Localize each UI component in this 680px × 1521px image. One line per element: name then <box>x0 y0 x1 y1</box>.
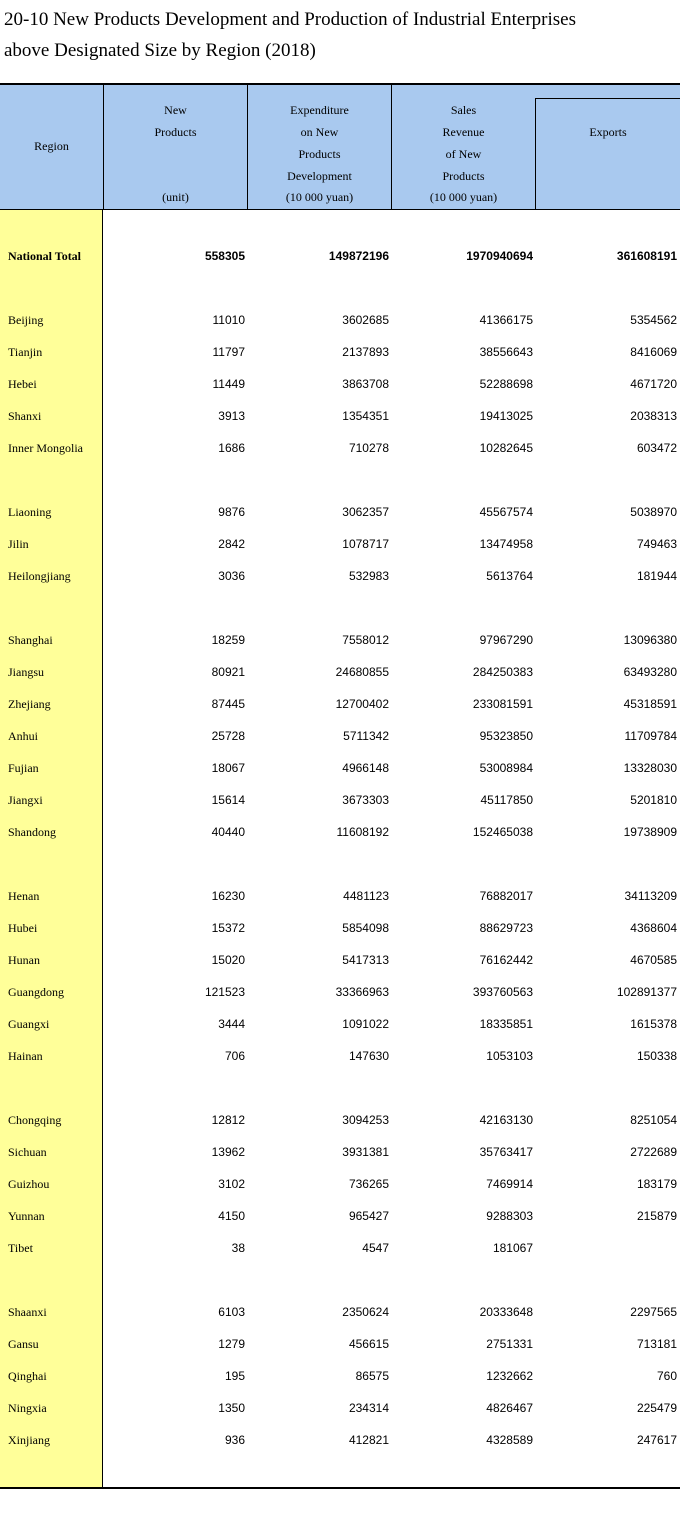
sales-value: 88629723 <box>479 921 533 935</box>
new-products-value: 6103 <box>218 1305 245 1319</box>
sales-value: 18335851 <box>479 1017 533 1031</box>
new-products-value: 13962 <box>211 1145 245 1159</box>
expenditure-value: 5854098 <box>342 921 389 935</box>
region-name: Beijing <box>8 313 44 327</box>
table-row <box>0 1200 680 1232</box>
expenditure-value: 2350624 <box>342 1305 389 1319</box>
sales-value: 1970940694 <box>466 249 533 263</box>
sales-value: 53008984 <box>479 761 533 775</box>
new-products-value: 706 <box>224 1049 245 1063</box>
table-header <box>0 85 680 210</box>
header-new-products-line: New <box>164 103 187 117</box>
new-products-value: 15614 <box>211 793 245 807</box>
bottom-rule <box>0 1487 680 1489</box>
table-row <box>0 336 680 368</box>
region-name: Qinghai <box>8 1369 47 1383</box>
sales-value: 45567574 <box>479 505 533 519</box>
new-products-value: 3444 <box>218 1017 245 1031</box>
sales-value: 1053103 <box>486 1049 533 1063</box>
sales-value: 10282645 <box>479 441 533 455</box>
exports-value: 4368604 <box>630 921 677 935</box>
table-row <box>0 1040 680 1072</box>
new-products-value: 1350 <box>218 1401 245 1415</box>
new-products-value: 195 <box>224 1369 245 1383</box>
header-region-label: Region <box>34 139 69 153</box>
region-name: Liaoning <box>8 505 52 519</box>
sales-value: 97967290 <box>479 633 533 647</box>
header-exports-line: Exports <box>589 125 627 139</box>
exports-value: 13096380 <box>623 633 677 647</box>
region-name: Hubei <box>8 921 38 935</box>
exports-value: 247617 <box>636 1433 677 1447</box>
table-row <box>0 752 680 784</box>
exports-value <box>536 1232 677 1264</box>
exports-value: 5354562 <box>630 313 677 327</box>
expenditure-value: 3602685 <box>342 313 389 327</box>
table-row <box>0 624 680 656</box>
exports-value: 45318591 <box>623 697 677 711</box>
region-name: Shanghai <box>8 633 53 647</box>
new-products-value: 1686 <box>218 441 245 455</box>
table-row <box>0 496 680 528</box>
region-name: Jiangsu <box>8 665 44 679</box>
region-name: Jilin <box>8 537 29 551</box>
table-row <box>0 976 680 1008</box>
exports-value: 5038970 <box>630 505 677 519</box>
table-row <box>0 304 680 336</box>
exports-value: 8416069 <box>630 345 677 359</box>
table-row <box>0 1232 680 1264</box>
new-products-value: 16230 <box>211 889 245 903</box>
new-products-value: 4150 <box>218 1209 245 1223</box>
sales-value: 1232662 <box>486 1369 533 1383</box>
sales-value: 35763417 <box>479 1145 533 1159</box>
region-name: Shandong <box>8 825 56 839</box>
expenditure-value: 234314 <box>348 1401 389 1415</box>
sales-value: 45117850 <box>480 793 533 807</box>
expenditure-value: 736265 <box>348 1177 389 1191</box>
table-row <box>0 528 680 560</box>
new-products-value: 121523 <box>204 985 245 999</box>
table-row <box>0 1136 680 1168</box>
exports-value: 225479 <box>636 1401 677 1415</box>
region-name: Tibet <box>8 1241 33 1255</box>
sales-value: 181067 <box>492 1241 533 1255</box>
table-row <box>0 944 680 976</box>
new-products-value: 2842 <box>218 537 245 551</box>
sales-value: 13474958 <box>479 537 533 551</box>
title-line-1: 20-10 New Products Development and Production of Industrial Enterprises <box>4 9 576 30</box>
region-name: Sichuan <box>8 1145 47 1159</box>
sales-value: 152465038 <box>472 825 533 839</box>
exports-value: 5201810 <box>630 793 677 807</box>
expenditure-value: 456615 <box>348 1337 389 1351</box>
table-row <box>0 1168 680 1200</box>
new-products-value: 18259 <box>211 633 245 647</box>
expenditure-value: 86575 <box>355 1369 389 1383</box>
header-sales-line: of New <box>445 147 482 161</box>
expenditure-value: 2137893 <box>342 345 389 359</box>
new-products-value: 40440 <box>211 825 245 839</box>
expenditure-value: 24680855 <box>335 665 389 679</box>
expenditure-value: 1354351 <box>342 409 389 423</box>
new-products-value: 15020 <box>211 953 245 967</box>
total-row <box>0 240 680 272</box>
new-products-value: 15372 <box>211 921 245 935</box>
sales-value: 393760563 <box>472 985 533 999</box>
region-name: Gansu <box>8 1337 39 1351</box>
expenditure-value: 3931381 <box>342 1145 389 1159</box>
exports-value: 63493280 <box>623 665 677 679</box>
header-new-products-line: Products <box>154 125 197 139</box>
sales-value: 19413025 <box>479 409 533 423</box>
expenditure-value: 5711342 <box>343 729 389 743</box>
expenditure-value: 3062357 <box>342 505 389 519</box>
header-divider <box>535 98 536 209</box>
header-sales-unit: (10 000 yuan) <box>429 190 498 204</box>
header-new-products-unit: (unit) <box>162 190 189 204</box>
table-row <box>0 656 680 688</box>
new-products-value: 18067 <box>211 761 245 775</box>
region-name: Heilongjiang <box>8 569 71 583</box>
exports-value: 2297565 <box>630 1305 677 1319</box>
header-expenditure-line: on New <box>300 125 339 139</box>
expenditure-value: 412821 <box>348 1433 389 1447</box>
exports-value: 181944 <box>636 569 677 583</box>
new-products-value: 12812 <box>211 1113 245 1127</box>
expenditure-value: 532983 <box>348 569 389 583</box>
region-name: Xinjiang <box>8 1433 50 1447</box>
expenditure-value: 4547 <box>362 1241 389 1255</box>
new-products-value: 936 <box>224 1433 245 1447</box>
new-products-value: 11797 <box>212 345 245 359</box>
new-products-value: 38 <box>231 1241 245 1255</box>
expenditure-value: 5417313 <box>342 953 389 967</box>
sales-value: 76162442 <box>479 953 533 967</box>
region-name: Henan <box>8 889 40 903</box>
region-name: Hunan <box>8 953 40 967</box>
expenditure-value: 33366963 <box>335 985 389 999</box>
sales-value: 42163130 <box>479 1113 533 1127</box>
exports-value: 760 <box>656 1369 677 1383</box>
exports-value: 150338 <box>636 1049 677 1063</box>
exports-value: 215879 <box>636 1209 677 1223</box>
new-products-value: 1279 <box>218 1337 245 1351</box>
region-name: National Total <box>8 249 82 263</box>
header-expenditure-unit: (10 000 yuan) <box>285 190 354 204</box>
exports-value: 102891377 <box>616 985 677 999</box>
header-new-products <box>104 85 247 209</box>
sales-value: 95323850 <box>479 729 533 743</box>
region-name: Chongqing <box>8 1113 62 1127</box>
table-row <box>0 1104 680 1136</box>
sales-value: 76882017 <box>479 889 533 903</box>
page-title <box>4 4 676 66</box>
expenditure-value: 4966148 <box>342 761 389 775</box>
expenditure-value: 1078717 <box>342 537 389 551</box>
header-sales-line: Revenue <box>442 125 485 139</box>
region-name: Hainan <box>8 1049 43 1063</box>
expenditure-value: 3673303 <box>342 793 389 807</box>
sales-value: 41366175 <box>479 313 533 327</box>
new-products-value: 25728 <box>211 729 245 743</box>
table-row <box>0 1424 680 1456</box>
header-expenditure <box>248 85 391 209</box>
header-expenditure-line: Products <box>298 147 341 161</box>
sales-value: 9288303 <box>486 1209 533 1223</box>
exports-value: 183179 <box>636 1177 677 1191</box>
region-name: Ningxia <box>8 1401 47 1415</box>
header-divider <box>391 85 392 209</box>
new-products-value: 3036 <box>218 569 245 583</box>
header-divider <box>103 85 104 209</box>
exports-value: 713181 <box>636 1337 677 1351</box>
new-products-value: 11010 <box>212 313 245 327</box>
header-sales-line: Products <box>442 169 485 183</box>
exports-value: 2038313 <box>630 409 677 423</box>
sales-value: 20333648 <box>479 1305 533 1319</box>
region-name: Zhejiang <box>8 697 51 711</box>
new-products-value: 558305 <box>204 249 245 263</box>
region-name: Tianjin <box>8 345 43 359</box>
table-row <box>0 816 680 848</box>
region-name: Yunnan <box>8 1209 45 1223</box>
table-row <box>0 720 680 752</box>
exports-value: 8251054 <box>630 1113 677 1127</box>
expenditure-value: 710278 <box>348 441 389 455</box>
expenditure-value: 7558012 <box>342 633 389 647</box>
sales-value: 4328589 <box>486 1433 533 1447</box>
expenditure-value: 149872196 <box>328 249 389 263</box>
exports-value: 11709784 <box>624 729 677 743</box>
region-name: Shaanxi <box>8 1305 47 1319</box>
header-exports <box>536 85 680 209</box>
table-row <box>0 400 680 432</box>
exports-value: 34113209 <box>624 889 677 903</box>
table-row <box>0 1296 680 1328</box>
exports-value: 19738909 <box>623 825 677 839</box>
region-name: Inner Mongolia <box>8 441 83 455</box>
title-line-2: above Designated Size by Region (2018) <box>4 40 316 61</box>
region-name: Anhui <box>8 729 38 743</box>
sales-value: 284250383 <box>472 665 533 679</box>
table-row <box>0 1328 680 1360</box>
region-name: Guangdong <box>8 985 64 999</box>
table-row <box>0 1008 680 1040</box>
new-products-value: 80921 <box>211 665 245 679</box>
sales-value: 4826467 <box>486 1401 533 1415</box>
new-products-value: 3102 <box>218 1177 245 1191</box>
exports-value: 361608191 <box>616 249 677 263</box>
table-row <box>0 880 680 912</box>
table-row <box>0 560 680 592</box>
exports-value: 749463 <box>636 537 677 551</box>
table-row <box>0 912 680 944</box>
header-sales-line: Sales <box>450 103 477 117</box>
sales-value: 38556643 <box>479 345 533 359</box>
region-name: Shanxi <box>8 409 42 423</box>
table-row <box>0 1360 680 1392</box>
expenditure-value: 3863708 <box>342 377 389 391</box>
header-exports-top-border <box>535 98 680 99</box>
region-name: Jiangxi <box>8 793 43 807</box>
exports-value: 4670585 <box>630 953 677 967</box>
exports-value: 4671720 <box>630 377 677 391</box>
header-expenditure-line: Development <box>287 169 352 183</box>
region-name: Guangxi <box>8 1017 50 1031</box>
expenditure-value: 12700402 <box>335 697 389 711</box>
region-name: Hebei <box>8 377 37 391</box>
header-sales <box>392 85 535 209</box>
expenditure-value: 147630 <box>348 1049 389 1063</box>
exports-value: 603472 <box>636 441 677 455</box>
sales-value: 233081591 <box>472 697 533 711</box>
expenditure-value: 4481123 <box>343 889 389 903</box>
exports-value: 2722689 <box>630 1145 677 1159</box>
sales-value: 52288698 <box>479 377 533 391</box>
new-products-value: 9876 <box>218 505 245 519</box>
header-divider <box>247 85 248 209</box>
exports-value: 13328030 <box>623 761 677 775</box>
region-name: Guizhou <box>8 1177 50 1191</box>
header-region <box>0 85 103 209</box>
sales-value: 7469914 <box>486 1177 533 1191</box>
expenditure-value: 1091022 <box>342 1017 389 1031</box>
expenditure-value: 11608192 <box>336 825 389 839</box>
exports-value: 1615378 <box>630 1017 677 1031</box>
table-row <box>0 688 680 720</box>
new-products-value: 87445 <box>211 697 245 711</box>
sales-value: 2751331 <box>486 1337 533 1351</box>
table-row <box>0 1392 680 1424</box>
header-expenditure-line: Expenditure <box>290 103 349 117</box>
table-row <box>0 368 680 400</box>
region-name: Fujian <box>8 761 39 775</box>
expenditure-value: 965427 <box>348 1209 389 1223</box>
expenditure-value: 3094253 <box>342 1113 389 1127</box>
table-row <box>0 784 680 816</box>
new-products-value: 11449 <box>212 377 245 391</box>
new-products-value: 3913 <box>218 409 245 423</box>
table-row <box>0 432 680 464</box>
sales-value: 5613764 <box>486 569 533 583</box>
